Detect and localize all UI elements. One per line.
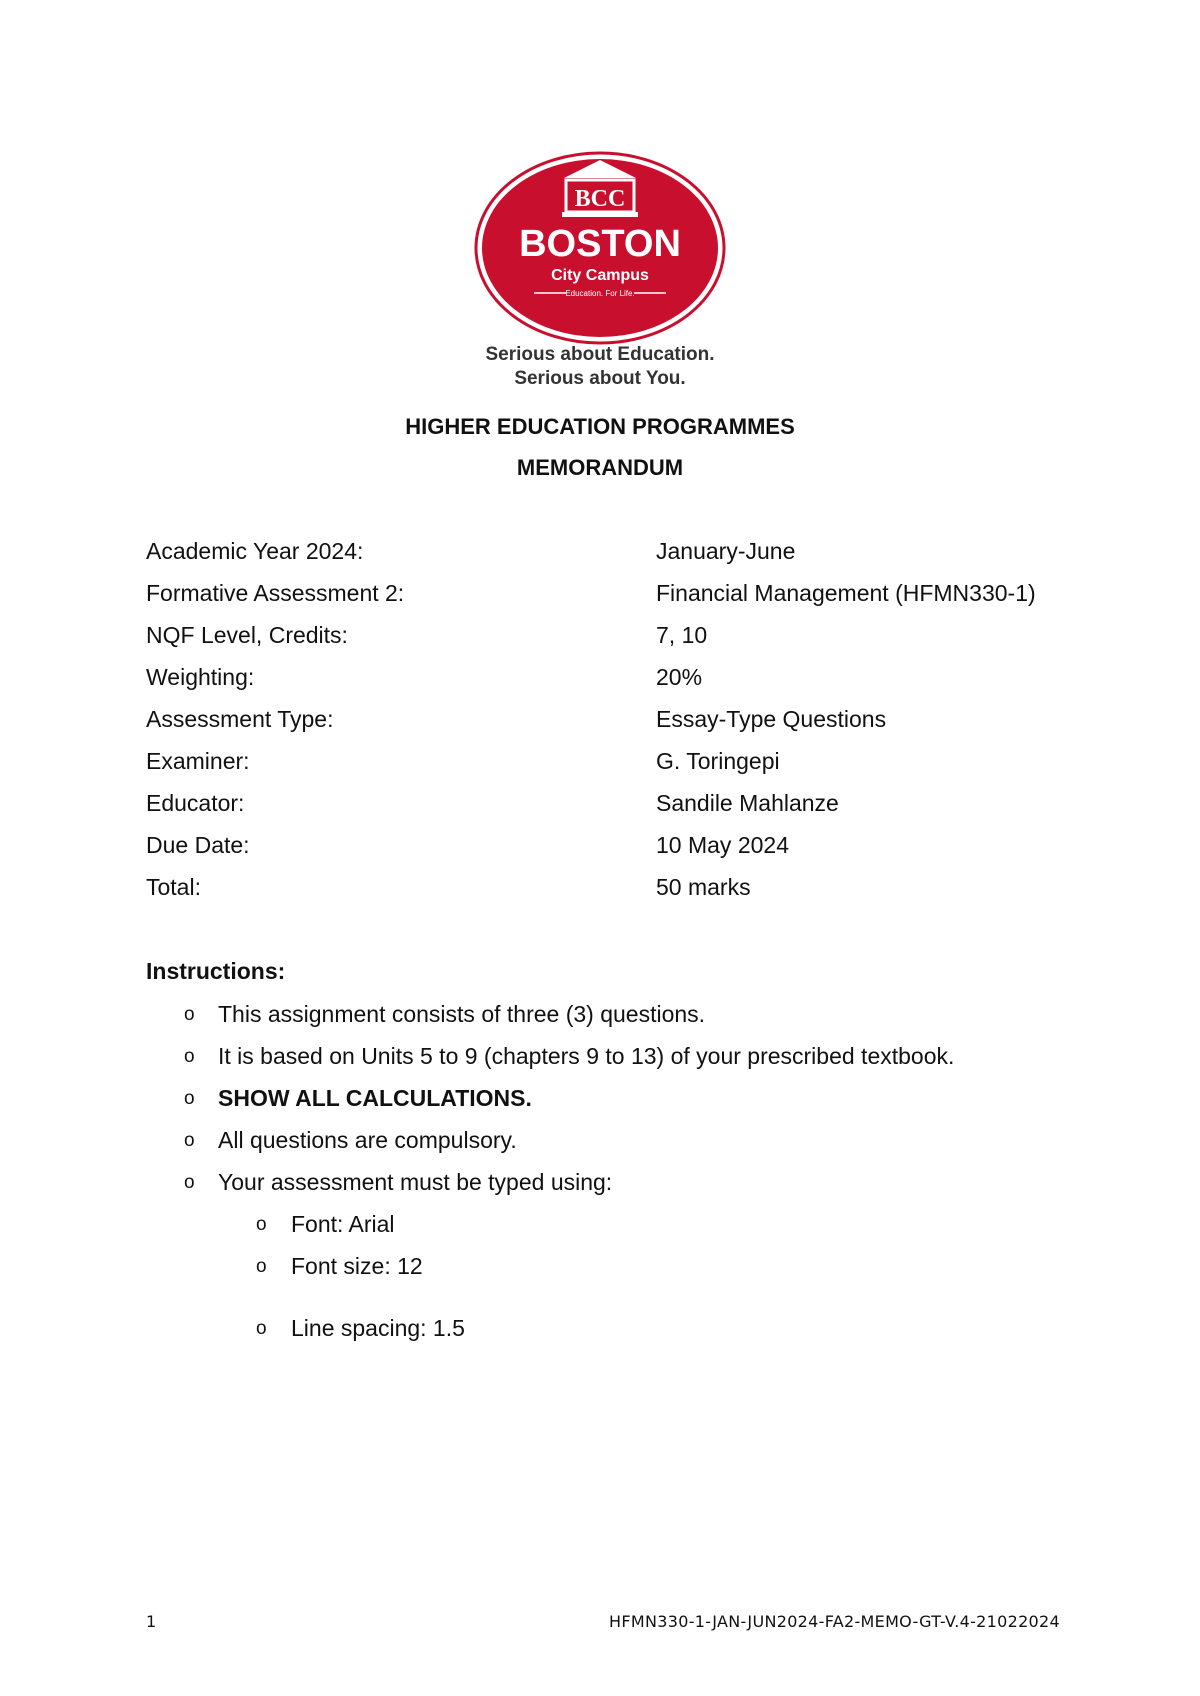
detail-value: 20% xyxy=(656,664,703,690)
bullet-icon: o xyxy=(256,1214,267,1235)
detail-value: 7, 10 xyxy=(656,622,708,648)
bullet-icon: o xyxy=(184,1130,195,1151)
instruction-text: It is based on Units 5 to 9 (chapters 9 to 13) of your prescribed textbook. xyxy=(218,1043,955,1069)
institution-logo xyxy=(474,138,726,390)
svg-text:BCC: BCC xyxy=(574,186,626,212)
list-item xyxy=(146,1042,1106,1084)
instruction-text: All questions are compulsory. xyxy=(218,1127,517,1153)
page-number: 1 xyxy=(146,1612,157,1631)
instructions-list xyxy=(146,1000,1106,1356)
detail-value: G. Toringepi xyxy=(656,748,780,774)
detail-value: 50 marks xyxy=(656,874,751,900)
detail-row-weighting xyxy=(146,664,1066,706)
bullet-icon: o xyxy=(184,1004,195,1025)
svg-text:Education. For Life.: Education. For Life. xyxy=(565,289,635,298)
detail-label: Educator: xyxy=(146,790,245,816)
detail-value: Sandile Mahlanze xyxy=(656,790,839,816)
formatting-text: Font: Arial xyxy=(291,1211,395,1237)
detail-label: Assessment Type: xyxy=(146,706,334,732)
bullet-icon: o xyxy=(184,1046,195,1067)
document-subtitle: MEMORANDUM xyxy=(516,455,684,480)
formatting-text: Line spacing: 1.5 xyxy=(291,1315,465,1341)
document-code: HFMN330-1-JAN-JUN2024-FA2-MEMO-GT-V.4-21022024 xyxy=(609,1612,1060,1631)
list-item xyxy=(146,1126,1106,1168)
detail-label: Due Date: xyxy=(146,832,250,858)
detail-row-formative-assessment xyxy=(146,580,1066,622)
svg-text:Serious about Education.: Serious about Education. xyxy=(485,344,715,365)
list-item xyxy=(146,1314,1106,1356)
list-item xyxy=(146,1210,1106,1252)
detail-row-assessment-type xyxy=(146,706,1066,748)
detail-value: Financial Management (HFMN330-1) xyxy=(656,580,1036,606)
instructions-heading: Instructions: xyxy=(146,958,286,984)
svg-text:City Campus: City Campus xyxy=(551,267,649,284)
formatting-requirements xyxy=(146,1210,1106,1356)
bullet-icon: o xyxy=(256,1318,267,1339)
detail-row-total xyxy=(146,874,1066,916)
svg-text:Serious about You.: Serious about You. xyxy=(514,368,686,389)
list-item xyxy=(146,1084,1106,1126)
detail-label: Total: xyxy=(146,874,201,900)
detail-label: Academic Year 2024: xyxy=(146,538,364,564)
formatting-text: Font size: 12 xyxy=(291,1253,423,1279)
bullet-icon: o xyxy=(184,1088,195,1109)
list-item xyxy=(146,1168,1106,1210)
formatting-sublist xyxy=(146,1210,1106,1356)
detail-label: NQF Level, Credits: xyxy=(146,622,348,648)
instruction-text: SHOW ALL CALCULATIONS. xyxy=(218,1085,532,1111)
list-item xyxy=(146,1000,1106,1042)
detail-row-academic-year xyxy=(146,538,1066,580)
svg-text:BOSTON: BOSTON xyxy=(519,223,681,265)
document-title: HIGHER EDUCATION PROGRAMMES xyxy=(405,414,795,439)
detail-row-due-date xyxy=(146,832,1066,874)
bullet-icon: o xyxy=(184,1172,195,1193)
detail-value: 10 May 2024 xyxy=(656,832,789,858)
list-item xyxy=(146,1252,1106,1294)
detail-value: Essay-Type Questions xyxy=(656,706,887,732)
detail-label: Weighting: xyxy=(146,664,255,690)
detail-value: January-June xyxy=(656,538,796,564)
detail-row-examiner xyxy=(146,748,1066,790)
bullet-icon: o xyxy=(256,1256,267,1277)
detail-row-educator xyxy=(146,790,1066,832)
detail-row-nqf-level xyxy=(146,622,1066,664)
detail-label: Formative Assessment 2: xyxy=(146,580,405,606)
assessment-details xyxy=(146,538,1066,916)
detail-label: Examiner: xyxy=(146,748,250,774)
instruction-text: This assignment consists of three (3) questions. xyxy=(218,1001,706,1027)
instruction-text: Your assessment must be typed using: xyxy=(218,1169,613,1195)
